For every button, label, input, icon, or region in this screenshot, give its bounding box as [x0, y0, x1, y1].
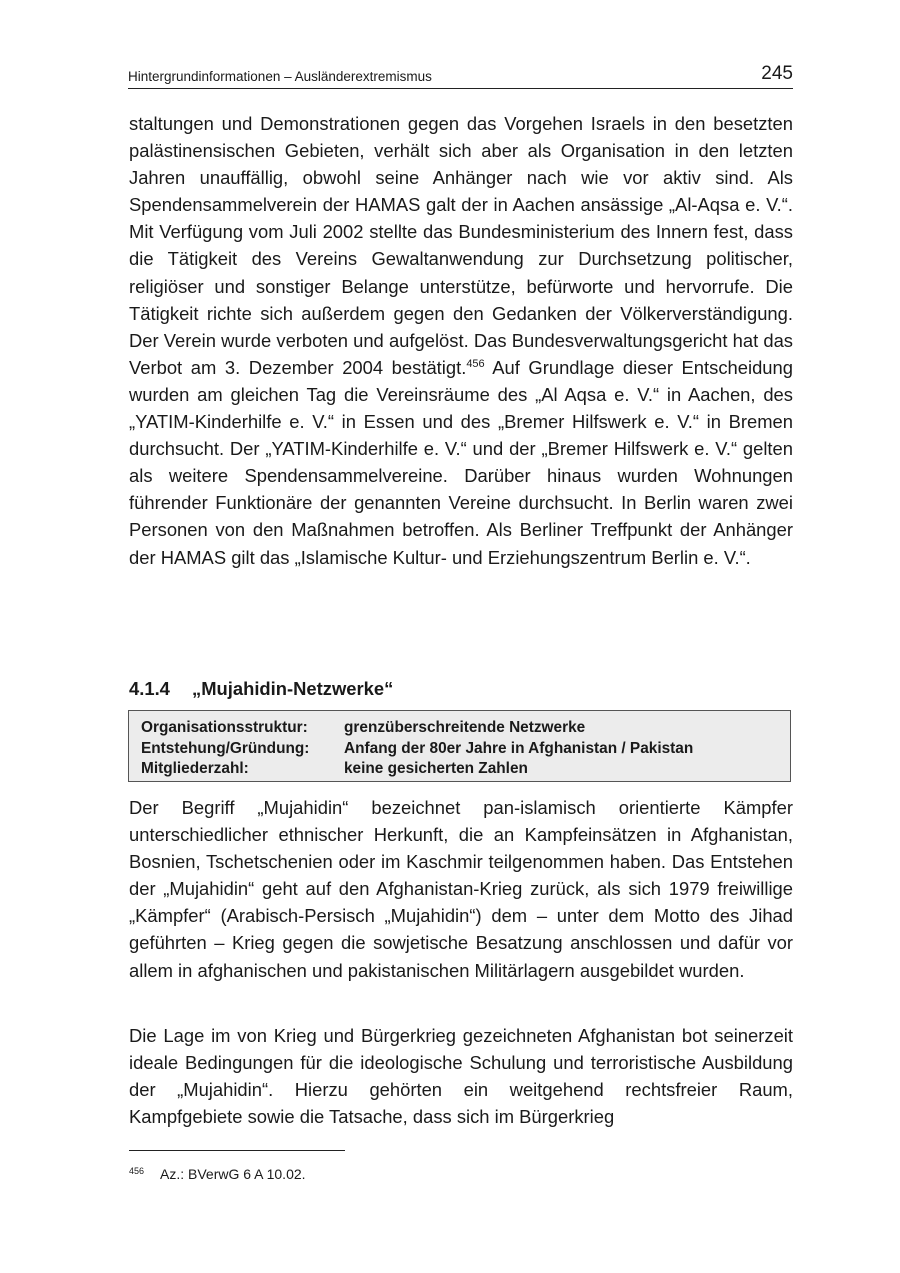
info-row	[141, 759, 790, 780]
footnote	[129, 1166, 306, 1182]
running-header	[128, 60, 793, 89]
body-paragraph: Die Lage im von Krieg und Bürgerkrieg gezeichneten Afghanistan bot seinerzeit ideale Bedingungen für die ideologische Schulung und terroristische Ausbildung der „Mujahidin“. Hierzu gehörten ein weitgehend rechtsfreier Raum, Kampfgebiete sowie die Tatsache, dass sich im Bürgerkrieg	[129, 1025, 793, 1128]
section-title: „Mujahidin-Netzwerke“	[192, 678, 394, 699]
section-number: 4.1.4	[129, 678, 170, 699]
running-title: Hintergrundinformationen – Ausländerextremismus	[128, 69, 432, 84]
info-row	[141, 718, 790, 739]
info-value: Anfang der 80er Jahre in Afghanistan / Pakistan	[344, 739, 694, 757]
body-paragraph: Der Begriff „Mujahidin“ bezeichnet pan-islamisch orientierte Kämpfer unterschiedlicher ethnischer Herkunft, die an Kampfeinsätzen in Afghanistan, Bosnien, Tschetschenien oder im Kaschmir teilgenommen haben. Das Entstehen der „Mujahidin“ geht auf den Afghanistan-Krieg zurück, als sich 1979 freiwillige „Kämpfer“ (Arabisch-Persisch „Mujahidin“) dem – unter dem Motto des Jihad geführten – Krieg gegen die sowjetische Besatzung anschlossen und dafür vor allem in afghanischen und pakistanischen Militärlagern ausgebildet wurden.	[129, 797, 793, 981]
page-number: 245	[761, 63, 793, 84]
info-label: Mitgliederzahl:	[141, 760, 249, 777]
info-label: Organisationsstruktur:	[141, 719, 308, 736]
section-heading	[129, 678, 393, 700]
info-row	[141, 739, 790, 760]
footnote-number: 456	[129, 1166, 145, 1176]
footnote-reference[interactable]: 456	[466, 357, 485, 370]
info-label: Entstehung/Gründung:	[141, 739, 310, 757]
footnote-divider	[129, 1150, 345, 1151]
paragraph-text: staltungen und Demonstrationen gegen das Vorgehen Israels in den besetzten palästinensischen Gebieten, verhält sich aber als Organisation in den letzten Jahren unauffällig, obwohl seine Anhänger nach wie vor aktiv sind. Als Spendensammelverein der HAMAS galt der in Aachen ansässige „Al-Aqsa e. V.“. Mit Verfügung vom Juli 2002 stellte das Bundesministerium des Innern fest, dass die Tätigkeit des Vereins Gewaltanwendung zur Durchsetzung politischer, religiöser und sonstiger Belange unterstütze, befürworte und hervorrufe. Die Tätigkeit richte sich außerdem gegen den Gedanken der Völkerverständigung. Der Verein wurde verboten und aufgelöst. Das Bundesverwaltungsgericht hat das Verbot am 3. Dezember 2004 bestätigt.	[129, 113, 793, 378]
info-box	[128, 710, 791, 782]
info-value: keine gesicherten Zahlen	[344, 760, 528, 777]
info-value: grenzüberschreitende Netzwerke	[344, 719, 586, 736]
footnote-text: Az.: BVerwG 6 A 10.02.	[160, 1166, 306, 1182]
paragraph-text: Auf Grundlage dieser Entscheidung wurden am gleichen Tag die Vereinsräume des „Al Aqsa e. V.“ in Aachen, des „YATIM-Kinderhilfe e. V.“ in Essen und des „Bremer Hilfswerk e. V.“ in Bremen durchsucht. Der „YATIM-Kinderhilfe e. V.“ und der „Bremer Hilfswerk e. V.“ gelten als weitere Spendensammelvereine. Darüber hinaus wurden Wohnungen führender Funktionäre der genannten Vereine durchsucht. In Berlin waren zwei Personen von den Maßnahmen betroffen. Als Berliner Treffpunkt der Anhänger der HAMAS gilt das „Islamische Kultur- und Erziehungszentrum Berlin e. V.“.	[129, 356, 793, 568]
body-paragraph	[129, 110, 793, 571]
